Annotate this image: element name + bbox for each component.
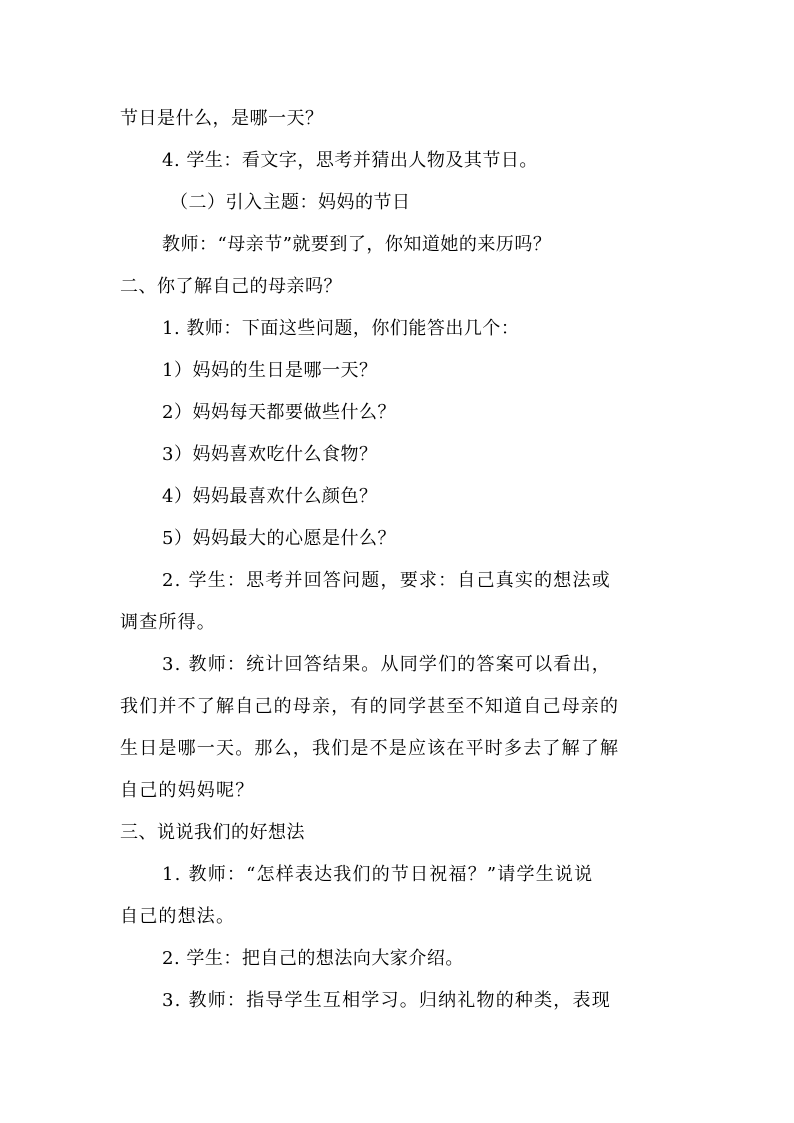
text-line: 2. 学生：把自己的想法向大家介绍。 (162, 948, 464, 969)
text-line: 自己的想法。 (120, 906, 236, 927)
section-heading: 三、说说我们的好想法 (120, 822, 305, 843)
text-line: 3. 教师：统计回答结果。从同学们的答案可以看出， (162, 654, 611, 675)
section-heading: 二、你了解自己的母亲吗？ (120, 276, 342, 297)
list-item: 3）妈妈喜欢吃什么食物？ (162, 444, 378, 465)
text-line: 4. 学生：看文字，思考并猜出人物及其节日。 (162, 150, 538, 171)
subsection-heading: （二）引入主题：妈妈的节日 (170, 192, 411, 213)
document-body (120, 98, 676, 1022)
text-line: 我们并不了解自己的母亲，有的同学甚至不知道自己母亲的 (120, 696, 620, 717)
list-item: 1）妈妈的生日是哪一天？ (162, 360, 378, 381)
text-line: 1. 教师：“怎样表达我们的节日祝福？”请学生说说 (162, 864, 594, 885)
list-item: 5）妈妈最大的心愿是什么？ (162, 528, 396, 549)
text-line: 2. 学生：思考并回答问题，要求：自己真实的想法或 (162, 570, 611, 591)
text-line: 调查所得。 (120, 612, 216, 633)
list-item: 2）妈妈每天都要做些什么？ (162, 402, 396, 423)
text-line: 1. 教师：下面这些问题，你们能答出几个： (162, 318, 520, 339)
list-item: 4）妈妈最喜欢什么颜色？ (162, 486, 378, 507)
text-line: 节日是什么，是哪一天？ (120, 108, 324, 129)
text-line: 生日是哪一天。那么，我们是不是应该在平时多去了解了解 (120, 738, 620, 759)
text-line: 自己的妈妈呢？ (120, 780, 255, 801)
text-line: 3. 教师：指导学生互相学习。归纳礼物的种类，表现 (162, 990, 611, 1011)
text-line: 教师：“母亲节”就要到了，你知道她的来历吗？ (162, 234, 552, 255)
